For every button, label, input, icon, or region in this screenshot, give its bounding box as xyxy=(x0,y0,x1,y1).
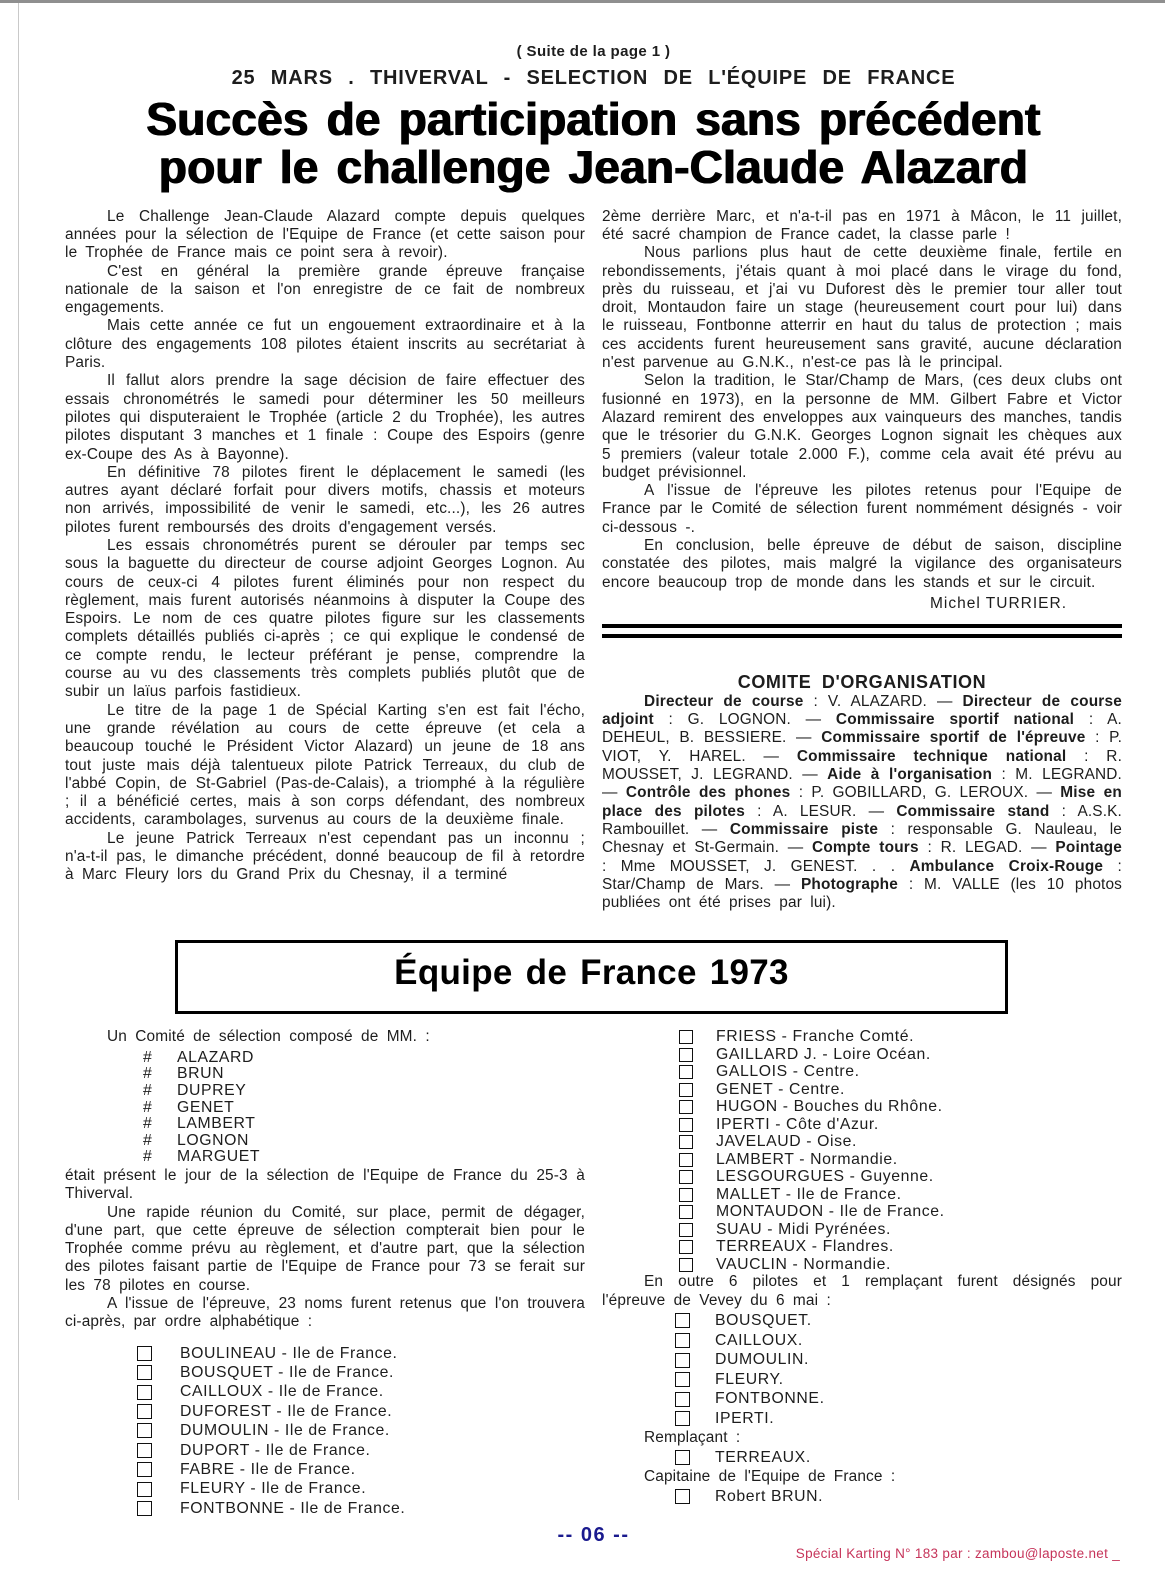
committee-list xyxy=(143,1050,585,1166)
pilot-name: BOUSQUET. xyxy=(715,1312,812,1330)
checkbox-icon xyxy=(137,1482,152,1497)
list-item xyxy=(143,1149,585,1166)
hash-bullet: # xyxy=(143,1115,153,1133)
list-item xyxy=(675,1448,1122,1468)
list-item xyxy=(675,1370,1122,1390)
committee-member-name: MARGUET xyxy=(177,1148,261,1166)
selection-section xyxy=(65,1028,1122,1518)
checkbox-icon xyxy=(137,1365,152,1380)
equipe-de-france-box xyxy=(175,940,1008,1014)
comite-text: Directeur de course : V. ALAZARD. — Directeur de course adjoint : G. LOGNON. — Commissaire sportif national : A. DEHEUL, B. BESSIERE. — Commissaire sportif de l'épreuve : P. VIOT, Y. HAREL. — Commissaire technique national : R. MOUSSET, J. LEGRAND. — Aide à l'organisation : M. LEGRAND. — Contrôle des phones : P. GOBILLARD, G. LEROUX. — Mise en place des pilotes : A. LESUR. — Commissaire stand : A.S.K. Rambouillet. — Commissaire piste : responsable G. Nauleau, le Chesnay et St-Germain. — Compte tours : R. LEGAD. — Pointage : Mme MOUSSET, J. GENEST. . . Ambulance Croix-Rouge : Star/Champ de Mars. — Photographe : M. VALLE (les 10 photos publiées ont été prises par lui). xyxy=(602,692,1123,912)
checkbox-icon xyxy=(137,1404,152,1419)
list-item xyxy=(143,1133,585,1150)
page-number: -- 06 -- xyxy=(557,1524,630,1547)
pilot-name: JAVELAUD - Oise. xyxy=(716,1133,857,1151)
paragraph: En définitive 78 pilotes firent le déplacement le samedi (les autres ayant déclaré forfait pour divers motifs, chassis et moteurs non arrivés, impossibilité de venir le samedi, etc...), les 26 autres pilotes furent remboursés des droits d'engagement versés. xyxy=(65,463,585,536)
list-item xyxy=(679,1081,1122,1099)
pilot-name: SUAU - Midi Pyrénées. xyxy=(716,1220,892,1238)
page-footer xyxy=(65,1524,1122,1574)
remplacant-list xyxy=(675,1448,1122,1468)
paragraph: Le jeune Patrick Terreaux n'est cependant pas un inconnu ; n'a-t-il pas, le dimanche précédent, donné beaucoup de fil à retordre à Marc Fleury lors du Grand Prix du Chesnay, il a terminé xyxy=(65,829,585,884)
committee-member-name: LAMBERT xyxy=(177,1115,256,1133)
list-item xyxy=(679,1168,1122,1186)
paragraph: Il fallut alors prendre la sage décision de faire effectuer des essais chronométrés le samedi pour déterminer les 50 meilleurs pilotes qui disputeraient le Trophée (article 2 du Trophée), les autres pilotes disputant 3 manches et 1 finale : Coupe des Espoirs (genre ex-Coupe des As à Bayonne). xyxy=(65,372,585,463)
pilot-name: GENET - Centre. xyxy=(716,1080,845,1098)
list-item xyxy=(143,1100,585,1117)
pilot-name: TERREAUX. xyxy=(715,1448,811,1466)
hash-bullet: # xyxy=(143,1148,153,1166)
checkbox-icon xyxy=(675,1313,690,1328)
paragraph: Selon la tradition, le Star/Champ de Mars, (ces deux clubs ont fusionné en 1973), en la personne de MM. Gilbert Fabre et Victor Alazard remirent des enveloppes aux vainqueurs des manches, tandis que le trésorier du G.N.K. Georges Lognon signait les chèques aux 5 premiers (valeur totale 2.000 F.), comme cela avait été prévu au budget prévisionnel. xyxy=(602,372,1122,481)
list-item xyxy=(679,1221,1122,1239)
list-item xyxy=(679,1133,1122,1151)
list-item xyxy=(679,1256,1122,1274)
pilot-name: DUPORT - Ile de France. xyxy=(180,1441,371,1459)
checkbox-icon xyxy=(679,1048,693,1062)
pilot-name: MALLET - Ile de France. xyxy=(716,1185,902,1203)
list-item xyxy=(675,1350,1122,1370)
page-title xyxy=(65,93,1122,193)
pilot-name: TERREAUX - Flandres. xyxy=(716,1238,894,1256)
checkbox-icon xyxy=(675,1353,690,1368)
list-item xyxy=(137,1421,585,1440)
checkbox-icon xyxy=(679,1223,693,1237)
list-item xyxy=(679,1098,1122,1116)
selection-column-right xyxy=(602,1028,1122,1518)
list-item xyxy=(143,1050,585,1067)
equipe-box-title: Équipe de France 1973 xyxy=(394,953,789,993)
pilot-name: LAMBERT - Normandie. xyxy=(716,1150,898,1168)
paragraph: Une rapide réunion du Comité, sur place, permit de dégager, d'une part, que cette épreuve de sélection compterait bien pour le Trophée comme prévu au règlement, et d'autre part, que la sélection des pilotes faisant partie de l'Equipe de France pour 73 se ferait sur les 78 pilotes en course. xyxy=(65,1203,585,1294)
checkbox-icon xyxy=(679,1258,693,1272)
hash-bullet: # xyxy=(143,1065,153,1083)
pilot-name: GAILLARD J. - Loire Océan. xyxy=(716,1045,931,1063)
capitaine-list xyxy=(675,1487,1122,1507)
paragraph: Nous parlions plus haut de cette deuxième finale, fertile en rebondissements, j'étais quant à moi placé dans le virage du fond, près du ruisseau, et j'ai vu Duforest dès le premier tour aller tout droit, Montaudon faire un stage (heureusement court pour lui) dans le ruisseau, Fontbonne atterrir en haut du talus de protection ; mais ces accidents furent heureusement sans gravité, aucune déclaration n'est parvenue au G.N.K., n'est-ce pas là le principal. xyxy=(602,244,1122,372)
list-item xyxy=(137,1402,585,1421)
headline-line-2: pour le challenge Jean-Claude Alazard xyxy=(158,140,1029,193)
checkbox-icon xyxy=(679,1135,693,1149)
selection-column-left xyxy=(65,1028,585,1518)
kicker: 25 MARS . THIVERVAL - SELECTION DE L'ÉQUIPE DE FRANCE xyxy=(231,67,956,89)
checkbox-icon xyxy=(679,1153,693,1167)
list-item xyxy=(143,1083,585,1100)
hash-bullet: # xyxy=(143,1081,153,1099)
vevey-pilots-list xyxy=(675,1311,1122,1429)
list-item xyxy=(679,1028,1122,1046)
author-signature: Michel TURRIER. xyxy=(929,594,1067,612)
checkbox-icon xyxy=(679,1118,693,1132)
list-item xyxy=(679,1063,1122,1081)
paragraph: Le titre de la page 1 de Spécial Karting s'en est fait l'écho, une grande révélation au cours de cette épreuve (et cela a beaucoup touché le Président Victor Alazard) un jeune de 18 ans tout juste mais déjà talentueux pilote Patrick Terreaux, du club de l'abbé Copin, de St-Gabriel (Pas-de-Calais), a triomphé à la régulière ; il a bénéficié certes, mais à son corps défendant, des nombreux accidents, carambolages, survenus au cours de la deuxième finale. xyxy=(65,701,585,829)
checkbox-icon xyxy=(679,1188,693,1202)
pilot-name: FABRE - Ile de France. xyxy=(180,1461,356,1479)
paragraph: Les essais chronométrés purent se dérouler par temps sec sous la baguette du directeur de course adjoint Georges Lognon. Au cours de ceux-ci 4 pilotes furent éliminés pour non respect du règlement, mais furent autorisés néanmoins à disputer la Coupe des Espoirs. Le nom de ces quatre pilotes figure sur les classements complets détaillés publiés ci-après ; ce qui explique le condensé de ce compte rendu, le lecteur préférant je pense, comprendre la course au vu des classements très complets publiés plutôt que de subir un laïus parfois fastidieux. xyxy=(65,537,585,701)
list-item xyxy=(679,1116,1122,1134)
vevey-intro: En outre 6 pilotes et 1 remplaçant furent désignés pour l'épreuve de Vevey du 6 mai : xyxy=(602,1273,1122,1309)
paragraph: C'est en général la première grande épreuve française nationale de la saison et l'on enregistre de ce fait de nombreux engagements. xyxy=(65,262,585,317)
pilot-name: VAUCLIN - Normandie. xyxy=(716,1255,891,1273)
section-divider xyxy=(602,624,1122,638)
checkbox-icon xyxy=(679,1065,693,1079)
checkbox-icon xyxy=(675,1392,690,1407)
checkbox-icon xyxy=(679,1240,693,1254)
checkbox-icon xyxy=(679,1083,693,1097)
headline-line-1: Succès de participation sans précédent xyxy=(146,93,1041,145)
list-item xyxy=(143,1116,585,1133)
checkbox-icon xyxy=(679,1030,693,1044)
pilot-name: HUGON - Bouches du Rhône. xyxy=(716,1098,943,1116)
remplacant-label: Remplaçant : xyxy=(644,1428,741,1446)
committee-member-name: GENET xyxy=(177,1098,235,1116)
checkbox-icon xyxy=(679,1170,693,1184)
committee-member-name: DUPREY xyxy=(177,1081,247,1099)
list-item xyxy=(137,1363,585,1382)
paragraph: Mais cette année ce fut un engouement extraordinaire et à la clôture des engagements 108 pilotes étaient inscrits au secrétariat à Paris. xyxy=(65,317,585,372)
checkbox-icon xyxy=(675,1333,690,1348)
pilot-name: FRIESS - Franche Comté. xyxy=(716,1028,915,1046)
hash-bullet: # xyxy=(143,1098,153,1116)
selection-intro: Un Comité de sélection composé de MM. : xyxy=(107,1028,430,1046)
checkbox-icon xyxy=(675,1372,690,1387)
list-item xyxy=(675,1409,1122,1429)
hash-bullet: # xyxy=(143,1048,153,1066)
pilot-name: MONTAUDON - Ile de France. xyxy=(716,1203,945,1221)
checkbox-icon xyxy=(137,1385,152,1400)
checkbox-icon xyxy=(675,1489,690,1504)
capitaine-label: Capitaine de l'Equipe de France : xyxy=(644,1467,896,1485)
captain-name: Robert BRUN. xyxy=(715,1487,824,1505)
paragraph: était présent le jour de la sélection de l'Equipe de France du 25-3 à Thiverval. xyxy=(65,1166,585,1203)
pilot-name: FLEURY. xyxy=(715,1370,784,1388)
list-item xyxy=(679,1186,1122,1204)
pilot-name: GALLOIS - Centre. xyxy=(716,1063,860,1081)
list-item xyxy=(675,1389,1122,1409)
pilot-name: FONTBONNE. xyxy=(715,1390,825,1408)
checkbox-icon xyxy=(137,1423,152,1438)
checkbox-icon xyxy=(679,1205,693,1219)
pilot-name: DUMOULIN. xyxy=(715,1351,810,1369)
list-item xyxy=(679,1151,1122,1169)
suite-note: ( Suite de la page 1 ) xyxy=(516,43,671,60)
checkbox-icon xyxy=(137,1346,152,1361)
list-item xyxy=(679,1046,1122,1064)
committee-member-name: BRUN xyxy=(177,1065,225,1083)
pilot-name: IPERTI - Côte d'Azur. xyxy=(716,1115,879,1133)
checkbox-icon xyxy=(137,1462,152,1477)
article-body xyxy=(65,208,1122,913)
selected-pilots-list-left xyxy=(137,1344,585,1519)
comite-title: COMITE D'ORGANISATION xyxy=(737,671,987,692)
list-item xyxy=(675,1487,1122,1507)
pilot-name: FLEURY - Ile de France. xyxy=(180,1480,367,1498)
checkbox-icon xyxy=(679,1100,693,1114)
list-item xyxy=(137,1344,585,1363)
paragraph: A l'issue de l'épreuve les pilotes retenus pour l'Equipe de France par le Comité de sélection furent nommément désignés - voir ci-dessous -. xyxy=(602,482,1122,536)
list-item xyxy=(137,1441,585,1460)
pilot-name: IPERTI. xyxy=(715,1410,775,1428)
list-item xyxy=(137,1479,585,1498)
committee-member-name: ALAZARD xyxy=(177,1048,255,1066)
pilot-name: LESGOURGUES - Guyenne. xyxy=(716,1168,934,1186)
list-item xyxy=(675,1311,1122,1331)
pilot-name: FONTBONNE - Ile de France. xyxy=(180,1499,406,1517)
pilot-name: DUMOULIN - Ile de France. xyxy=(180,1422,390,1440)
list-item xyxy=(143,1066,585,1083)
pilot-name: CAILLOUX - Ile de France. xyxy=(180,1383,384,1401)
committee-member-name: LOGNON xyxy=(177,1131,250,1149)
pilot-name: DUFOREST - Ile de France. xyxy=(180,1402,393,1420)
paragraph: En conclusion, belle épreuve de début de saison, discipline constatée des pilotes, mais malgré la vigilance des organisateurs encore beaucoup trop de monde dans les stands et sur le circuit. xyxy=(602,537,1122,591)
list-item xyxy=(137,1460,585,1479)
list-item xyxy=(679,1203,1122,1221)
hash-bullet: # xyxy=(143,1131,153,1149)
list-item xyxy=(137,1382,585,1401)
paragraph: A l'issue de l'épreuve, 23 noms furent retenus que l'on trouvera ci-après, par ordre alphabétique : xyxy=(65,1294,585,1331)
checkbox-icon xyxy=(137,1443,152,1458)
pilot-name: CAILLOUX. xyxy=(715,1331,803,1349)
article-column-left xyxy=(65,208,585,913)
footer-credit: Spécial Karting N° 183 par : zambou@laposte.net _ xyxy=(795,1546,1120,1562)
paragraph: 2ème derrière Marc, et n'a-t-il pas en 1971 à Mâcon, le 11 juillet, été sacré champion de France cadet, la classe parle ! xyxy=(602,207,1122,243)
article-column-right xyxy=(602,208,1122,913)
pilot-name: BOULINEAU - Ile de France. xyxy=(180,1344,398,1362)
checkbox-icon xyxy=(675,1411,690,1426)
paragraph: Le Challenge Jean-Claude Alazard compte depuis quelques années pour la sélection de l'Equipe de France (et cette saison pour le Trophée de France mais ce point sera à revoir). xyxy=(65,207,585,262)
selected-pilots-list-right xyxy=(679,1028,1122,1273)
list-item xyxy=(137,1499,585,1518)
list-item xyxy=(679,1238,1122,1256)
checkbox-icon xyxy=(137,1501,152,1516)
pilot-name: BOUSQUET - Ile de France. xyxy=(180,1363,394,1381)
checkbox-icon xyxy=(675,1450,690,1465)
list-item xyxy=(675,1331,1122,1351)
